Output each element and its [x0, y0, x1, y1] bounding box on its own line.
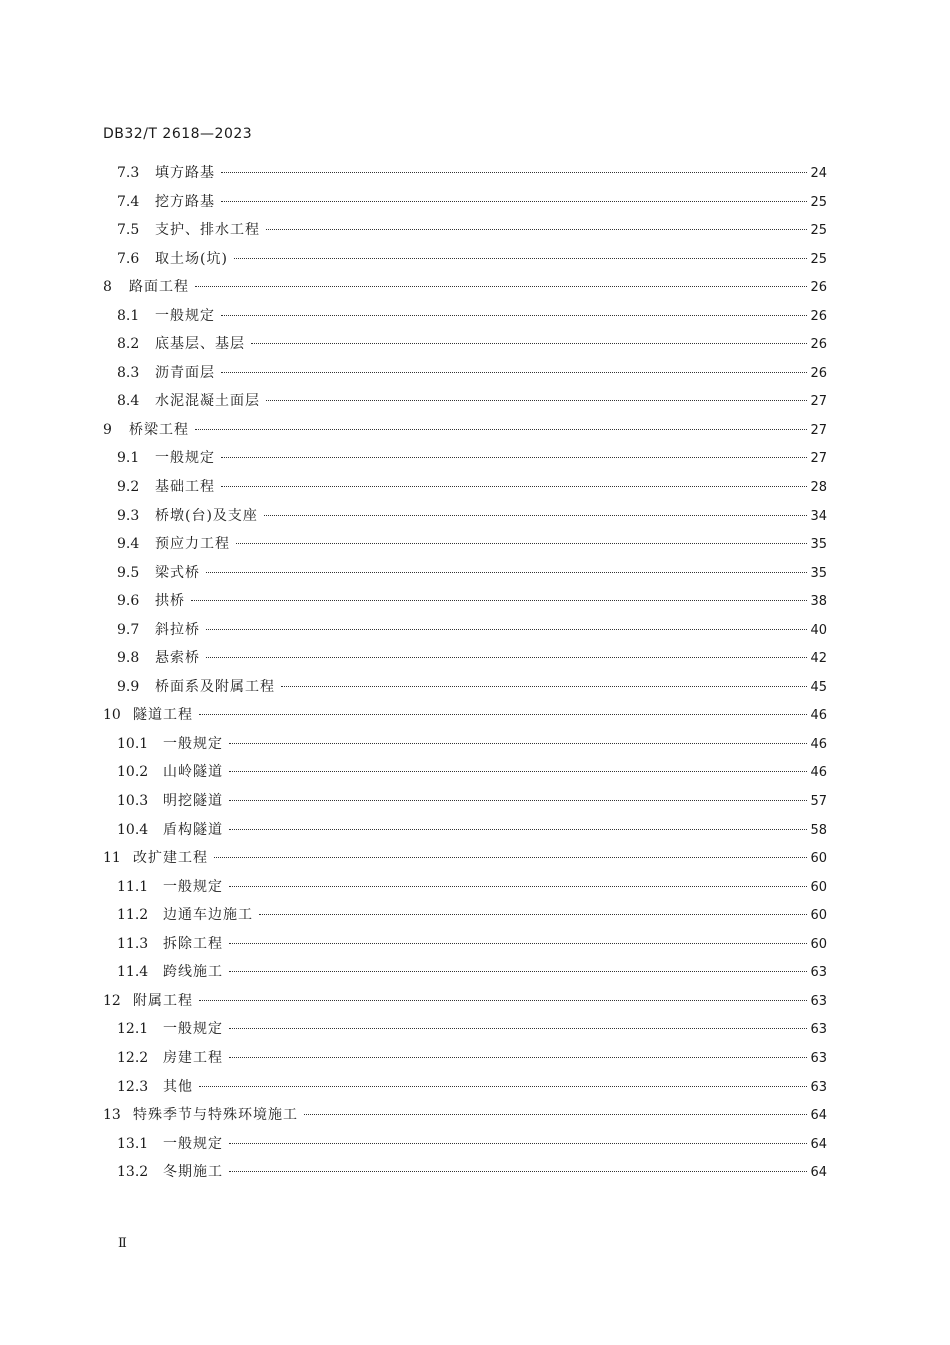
toc-entry-title: 基础工程	[155, 479, 215, 496]
toc-entry-page: 60	[810, 879, 827, 895]
toc-entry-number: 12.2	[117, 1049, 149, 1066]
toc-entry-page: 64	[810, 1165, 827, 1181]
toc-entry-title: 山岭隧道	[163, 764, 223, 781]
toc-entry-number: 7.3	[117, 165, 140, 181]
toc-entry-title: 水泥混凝土面层	[155, 393, 260, 410]
toc-entry-number: 12	[103, 992, 121, 1009]
toc-entry-page: 40	[810, 622, 827, 638]
toc-entry-page: 63	[810, 993, 827, 1009]
toc-entry-number: 9.9	[117, 678, 140, 695]
toc-entry[interactable]	[103, 844, 827, 873]
toc-entry[interactable]	[103, 245, 827, 274]
toc-dot-leader	[266, 400, 807, 401]
toc-entry-title: 其他	[163, 1078, 193, 1095]
toc-entry[interactable]	[103, 873, 827, 902]
toc-entry-number: 9	[103, 421, 112, 438]
toc-entry[interactable]	[103, 387, 827, 416]
toc-entry-page: 46	[810, 736, 827, 752]
toc-entry-number: 13.2	[117, 1164, 149, 1181]
toc-dot-leader	[304, 1114, 807, 1115]
toc-entry-title: 桥墩(台)及支座	[155, 507, 258, 524]
toc-dot-leader	[221, 315, 807, 316]
toc-dot-leader	[229, 800, 807, 801]
toc-dot-leader	[221, 372, 807, 373]
toc-entry-page: 58	[810, 822, 827, 838]
toc-entry-page: 24	[810, 166, 827, 181]
toc-dot-leader	[221, 201, 807, 202]
toc-dot-leader	[191, 600, 807, 601]
toc-entry[interactable]	[103, 530, 827, 559]
toc-entry-title: 斜拉桥	[155, 621, 200, 638]
toc-entry-page: 46	[810, 708, 827, 724]
toc-entry-page: 27	[810, 422, 827, 438]
toc-entry[interactable]	[103, 559, 827, 588]
toc-dot-leader	[199, 1000, 807, 1001]
toc-dot-leader	[229, 771, 807, 772]
toc-entry-page: 64	[810, 1136, 827, 1152]
toc-dot-leader	[195, 429, 807, 430]
toc-entry[interactable]	[103, 273, 827, 302]
toc-entry-page: 27	[810, 451, 827, 467]
toc-entry[interactable]	[103, 159, 827, 188]
toc-dot-leader	[229, 1028, 807, 1029]
toc-entry-title: 冬期施工	[163, 1164, 223, 1181]
toc-entry-number: 10.3	[117, 793, 149, 810]
toc-entry[interactable]	[103, 730, 827, 759]
toc-dot-leader	[199, 1086, 807, 1087]
toc-dot-leader	[206, 629, 807, 630]
toc-entry-page: 60	[810, 908, 827, 924]
toc-entry-title: 桥梁工程	[129, 421, 189, 438]
toc-entry[interactable]	[103, 188, 827, 217]
toc-dot-leader	[221, 172, 807, 173]
toc-entry[interactable]	[103, 1158, 827, 1187]
table-of-contents	[103, 159, 827, 1187]
toc-entry-number: 10.4	[117, 821, 149, 838]
toc-entry-number: 9.5	[117, 564, 140, 581]
toc-entry-number: 11.2	[117, 907, 149, 924]
toc-entry-number: 13	[103, 1107, 121, 1124]
toc-entry-page: 26	[810, 280, 827, 296]
toc-entry-page: 27	[810, 394, 827, 410]
toc-entry-number: 8.4	[117, 393, 140, 410]
toc-entry[interactable]	[103, 1130, 827, 1159]
toc-entry-number: 7.4	[117, 193, 140, 210]
toc-entry-title: 盾构隧道	[163, 821, 223, 838]
standard-code-header: DB32/T 2618—2023	[103, 126, 253, 142]
toc-entry-title: 附属工程	[133, 992, 193, 1009]
toc-dot-leader	[206, 572, 807, 573]
toc-entry-title: 底基层、基层	[155, 336, 245, 353]
toc-entry-title: 明挖隧道	[163, 793, 223, 810]
toc-dot-leader	[229, 971, 807, 972]
toc-entry-title: 挖方路基	[155, 193, 215, 210]
toc-entry[interactable]	[103, 816, 827, 845]
toc-entry[interactable]	[103, 359, 827, 388]
toc-entry-number: 9.8	[117, 650, 140, 667]
toc-dot-leader	[229, 943, 807, 944]
toc-dot-leader	[221, 457, 807, 458]
toc-entry-page: 25	[810, 194, 827, 210]
toc-entry-page: 25	[810, 223, 827, 239]
toc-entry-page: 35	[810, 565, 827, 581]
toc-dot-leader	[281, 686, 807, 687]
toc-entry-number: 9.7	[117, 621, 140, 638]
toc-entry-title: 桥面系及附属工程	[155, 678, 275, 695]
toc-entry-number: 12.1	[117, 1021, 149, 1038]
toc-entry-title: 梁式桥	[155, 564, 200, 581]
toc-entry-page: 63	[810, 965, 827, 981]
toc-entry-title: 跨线施工	[163, 964, 223, 981]
toc-entry[interactable]	[103, 673, 827, 702]
toc-entry-page: 26	[810, 308, 827, 324]
toc-entry-title: 边通车边施工	[163, 907, 253, 924]
toc-entry-number: 8.1	[117, 307, 140, 324]
toc-entry[interactable]	[103, 616, 827, 645]
toc-entry-number: 10.1	[117, 735, 149, 752]
toc-entry-title: 取土场(坑)	[155, 250, 228, 267]
toc-entry-title: 一般规定	[155, 450, 215, 467]
toc-entry-page: 64	[810, 1108, 827, 1124]
toc-dot-leader	[264, 515, 808, 516]
toc-entry[interactable]	[103, 473, 827, 502]
toc-entry[interactable]	[103, 444, 827, 473]
toc-dot-leader	[214, 857, 807, 858]
toc-entry[interactable]	[103, 502, 827, 531]
toc-entry-title: 一般规定	[163, 878, 223, 895]
toc-entry-page: 45	[810, 679, 827, 695]
toc-dot-leader	[206, 657, 807, 658]
toc-entry[interactable]	[103, 758, 827, 787]
toc-entry-page: 63	[810, 1050, 827, 1066]
toc-dot-leader	[229, 1171, 807, 1172]
toc-dot-leader	[221, 486, 807, 487]
toc-entry[interactable]	[103, 1044, 827, 1073]
toc-entry-title: 改扩建工程	[133, 850, 208, 867]
toc-dot-leader	[234, 258, 808, 259]
toc-entry-number: 7.6	[117, 250, 140, 267]
toc-entry-title: 一般规定	[163, 1021, 223, 1038]
toc-entry[interactable]	[103, 901, 827, 930]
toc-entry-title: 支护、排水工程	[155, 222, 260, 239]
toc-dot-leader	[229, 886, 807, 887]
toc-entry-number: 8.3	[117, 364, 140, 381]
toc-entry[interactable]	[103, 1015, 827, 1044]
toc-entry-number: 11	[103, 850, 121, 867]
toc-entry[interactable]	[103, 330, 827, 359]
toc-entry-page: 26	[810, 337, 827, 353]
toc-entry-page: 25	[810, 251, 827, 267]
toc-dot-leader	[229, 1057, 807, 1058]
toc-entry-title: 沥青面层	[155, 364, 215, 381]
toc-entry-number: 7.5	[117, 222, 140, 239]
toc-entry[interactable]	[103, 987, 827, 1016]
toc-entry-title: 房建工程	[163, 1049, 223, 1066]
toc-entry-page: 35	[810, 537, 827, 553]
toc-entry[interactable]	[103, 644, 827, 673]
toc-entry-title: 拱桥	[155, 593, 185, 610]
toc-dot-leader	[266, 229, 807, 230]
toc-entry[interactable]	[103, 787, 827, 816]
toc-dot-leader	[195, 286, 807, 287]
toc-entry[interactable]	[103, 930, 827, 959]
toc-entry-page: 38	[810, 594, 827, 610]
toc-entry-title: 一般规定	[155, 307, 215, 324]
toc-entry-number: 9.4	[117, 536, 140, 553]
toc-entry-title: 一般规定	[163, 1135, 223, 1152]
toc-dot-leader	[199, 714, 807, 715]
toc-entry-number: 8	[103, 279, 112, 296]
toc-entry-page: 46	[810, 765, 827, 781]
toc-entry[interactable]	[103, 416, 827, 445]
toc-entry-number: 11.1	[117, 878, 149, 895]
toc-entry-number: 10	[103, 707, 121, 724]
toc-entry-page: 63	[810, 1022, 827, 1038]
toc-entry[interactable]	[103, 701, 827, 730]
toc-entry-title: 预应力工程	[155, 536, 230, 553]
toc-entry-page: 57	[810, 794, 827, 810]
toc-entry-title: 悬索桥	[155, 650, 200, 667]
toc-entry[interactable]	[103, 1101, 827, 1130]
toc-entry-title: 特殊季节与特殊环境施工	[133, 1107, 298, 1124]
toc-dot-leader	[251, 343, 807, 344]
page-number: Ⅱ	[118, 1236, 127, 1251]
toc-entry-page: 42	[810, 651, 827, 667]
toc-entry-page: 63	[810, 1079, 827, 1095]
toc-dot-leader	[229, 829, 807, 830]
toc-entry-title: 拆除工程	[163, 935, 223, 952]
toc-entry-number: 11.4	[117, 964, 149, 981]
toc-entry-page: 28	[810, 480, 827, 496]
toc-entry-number: 11.3	[117, 935, 149, 952]
toc-entry[interactable]	[103, 302, 827, 331]
toc-entry-number: 9.1	[117, 450, 140, 467]
toc-entry[interactable]	[103, 587, 827, 616]
toc-entry-title: 路面工程	[129, 279, 189, 296]
toc-entry-title: 一般规定	[163, 735, 223, 752]
toc-dot-leader	[259, 914, 807, 915]
toc-entry-number: 13.1	[117, 1135, 149, 1152]
toc-entry[interactable]	[103, 1073, 827, 1102]
toc-entry-number: 12.3	[117, 1078, 149, 1095]
toc-entry-number: 9.2	[117, 479, 140, 496]
toc-entry-page: 60	[810, 936, 827, 952]
toc-entry[interactable]	[103, 958, 827, 987]
toc-dot-leader	[229, 1143, 807, 1144]
toc-dot-leader	[236, 543, 807, 544]
toc-entry-number: 9.6	[117, 593, 140, 610]
toc-entry-page: 26	[810, 365, 827, 381]
toc-dot-leader	[229, 743, 807, 744]
toc-entry-title: 隧道工程	[133, 707, 193, 724]
toc-entry-number: 9.3	[117, 507, 140, 524]
toc-entry-page: 60	[810, 851, 827, 867]
toc-entry-page: 34	[810, 508, 827, 524]
toc-entry-title: 填方路基	[155, 165, 215, 181]
toc-entry-number: 8.2	[117, 336, 140, 353]
toc-entry-number: 10.2	[117, 764, 149, 781]
toc-entry[interactable]	[103, 216, 827, 245]
